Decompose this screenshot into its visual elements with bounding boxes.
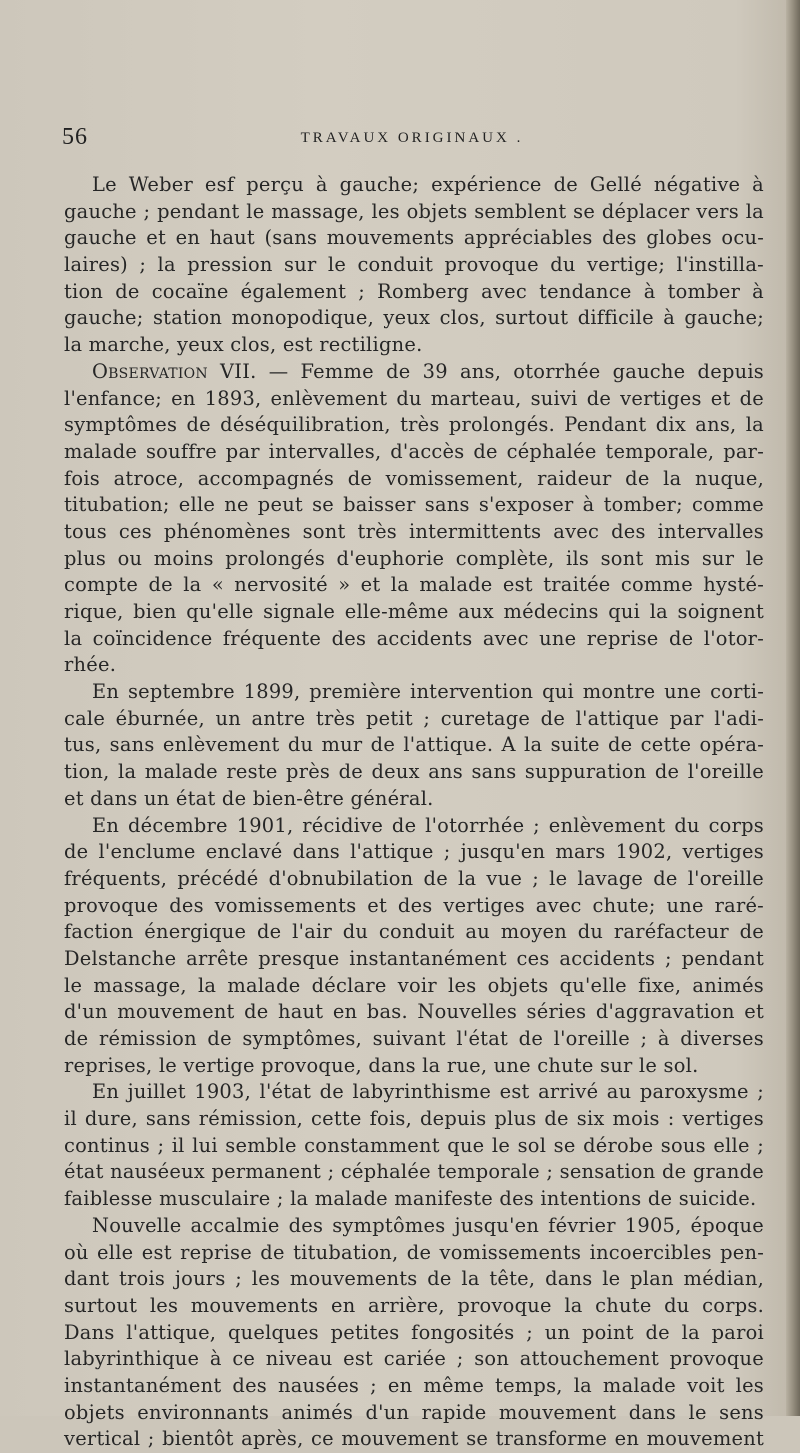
text-line: Delstanche arrête presque instantanément ces accidents ; pendant: [64, 946, 764, 970]
text-line: continus ; il lui semble constamment que le sol se dérobe sous elle ;: [64, 1133, 764, 1157]
body-text: [64, 172, 764, 1453]
text-line: tous ces phénomènes sont très intermittents avec des intervalles: [64, 519, 764, 543]
text-line: il dure, sans rémission, cette fois, depuis plus de six mois : vertiges: [64, 1107, 764, 1131]
text-line: En décembre 1901, récidive de l'otorrhée ; enlèvement du corps: [92, 813, 764, 837]
text-line: surtout les mouvements en arrière, provoque la chute du corps.: [64, 1293, 764, 1317]
text-line: En septembre 1899, première intervention qui montre une corti-: [92, 680, 764, 704]
text-line: tion, la malade reste près de deux ans sans suppuration de l'oreille: [64, 760, 764, 784]
text-line: faction énergique de l'air du conduit au moyen du raréfacteur de: [64, 920, 764, 944]
text-line: rhée.: [64, 653, 117, 677]
text-line: gauche et en haut (sans mouvements appréciables des globes ocu-: [64, 226, 764, 250]
text-line: la marche, yeux clos, est rectiligne.: [64, 333, 423, 357]
text-line: Nouvelle accalmie des symptômes jusqu'en février 1905, époque: [92, 1213, 764, 1237]
text-line: malade souffre par intervalles, d'accès de céphalée temporale, par-: [64, 439, 764, 463]
text-line: compte de la « nervosité » et la malade est traitée comme hysté-: [64, 573, 764, 597]
text-line: objets environnants animés d'un rapide mouvement dans le sens: [64, 1400, 764, 1424]
line-text: Femme de 39 ans, otorrhée gauche depuis: [300, 359, 764, 383]
text-line: fréquents, précédé d'obnubilation de la vue ; le lavage de l'oreille: [64, 866, 764, 890]
text-line: d'un mouvement de haut en bas. Nouvelles séries d'aggravation et: [64, 1000, 764, 1024]
page-header: [62, 124, 762, 158]
text-line: Dans l'attique, quelques petites fongosités ; un point de la paroi: [64, 1320, 764, 1344]
page-edge-shadow: [786, 0, 800, 1416]
text-line: rique, bien qu'elle signale elle-même aux médecins qui la soignent: [64, 600, 764, 623]
text-line: laires) ; la pression sur le conduit provoque du vertige; l'instilla-: [64, 253, 764, 277]
text-line: état nauséeux permanent ; céphalée temporale ; sensation de grande: [64, 1160, 764, 1184]
text-line: tion de cocaïne également ; Romberg avec tendance à tomber à: [64, 279, 764, 303]
text-line: vertical ; bientôt après, ce mouvement se transforme en mouvement: [64, 1427, 764, 1451]
text-line: de l'enclume enclavé dans l'attique ; jusqu'en mars 1902, vertiges: [64, 840, 764, 864]
text-line: titubation; elle ne peut se baisser sans s'exposer à tomber; comme: [64, 493, 764, 517]
text-line: plus ou moins prolongés d'euphorie complète, ils sont mis sur le: [64, 546, 764, 570]
text-line: le massage, la malade déclare voir les objets qu'elle fixe, animés: [64, 973, 764, 997]
text-line: la coïncidence fréquente des accidents avec une reprise de l'otor-: [64, 626, 764, 650]
text-line: reprises, le vertige provoque, dans la rue, une chute sur le sol.: [64, 1053, 699, 1077]
text-line: fois atroce, accompagnés de vomissement, raideur de la nuque,: [64, 466, 764, 490]
text-line: tus, sans enlèvement du mur de l'attique. A la suite de cette opéra-: [64, 733, 764, 757]
text-line: gauche ; pendant le massage, les objets semblent se déplacer vers la: [64, 199, 764, 223]
text-line: cale éburnée, un antre très petit ; curetage de l'attique par l'adi-: [64, 706, 764, 730]
text-line: de rémission de symptômes, suivant l'état de l'oreille ; à diverses: [64, 1027, 764, 1050]
text-line: dant trois jours ; les mouvements de la tête, dans le plan médian,: [64, 1267, 764, 1291]
text-line: En juillet 1903, l'état de labyrinthisme est arrivé au paroxysme ;: [92, 1080, 764, 1104]
page-number: 56: [62, 124, 88, 150]
observation-heading: Observation VII. —: [92, 359, 301, 383]
text-line: et dans un état de bien-être général.: [64, 786, 434, 810]
text-line: [64, 359, 764, 386]
text-line: provoque des vomissements et des vertiges avec chute; une raré-: [64, 893, 764, 917]
text-line: faiblesse musculaire ; la malade manifeste des intentions de suicide.: [64, 1187, 757, 1211]
text-line: Le Weber esf perçu à gauche; expérience de Gellé négative à: [92, 173, 764, 196]
text-line: l'enfance; en 1893, enlèvement du marteau, suivi de vertiges et de: [64, 386, 764, 410]
text-line: où elle est reprise de titubation, de vomissements incoercibles pen-: [64, 1240, 764, 1264]
text-line: labyrinthique à ce niveau est cariée ; son attouchement provoque: [64, 1347, 764, 1371]
running-title: TRAVAUX ORIGINAUX .: [300, 130, 524, 146]
text-line: symptômes de déséquilibration, très prolongés. Pendant dix ans, la: [64, 413, 764, 437]
text-line: gauche; station monopodique, yeux clos, surtout difficile à gauche;: [64, 306, 764, 330]
text-line: instantanément des nausées ; en même temps, la malade voit les: [64, 1373, 764, 1397]
